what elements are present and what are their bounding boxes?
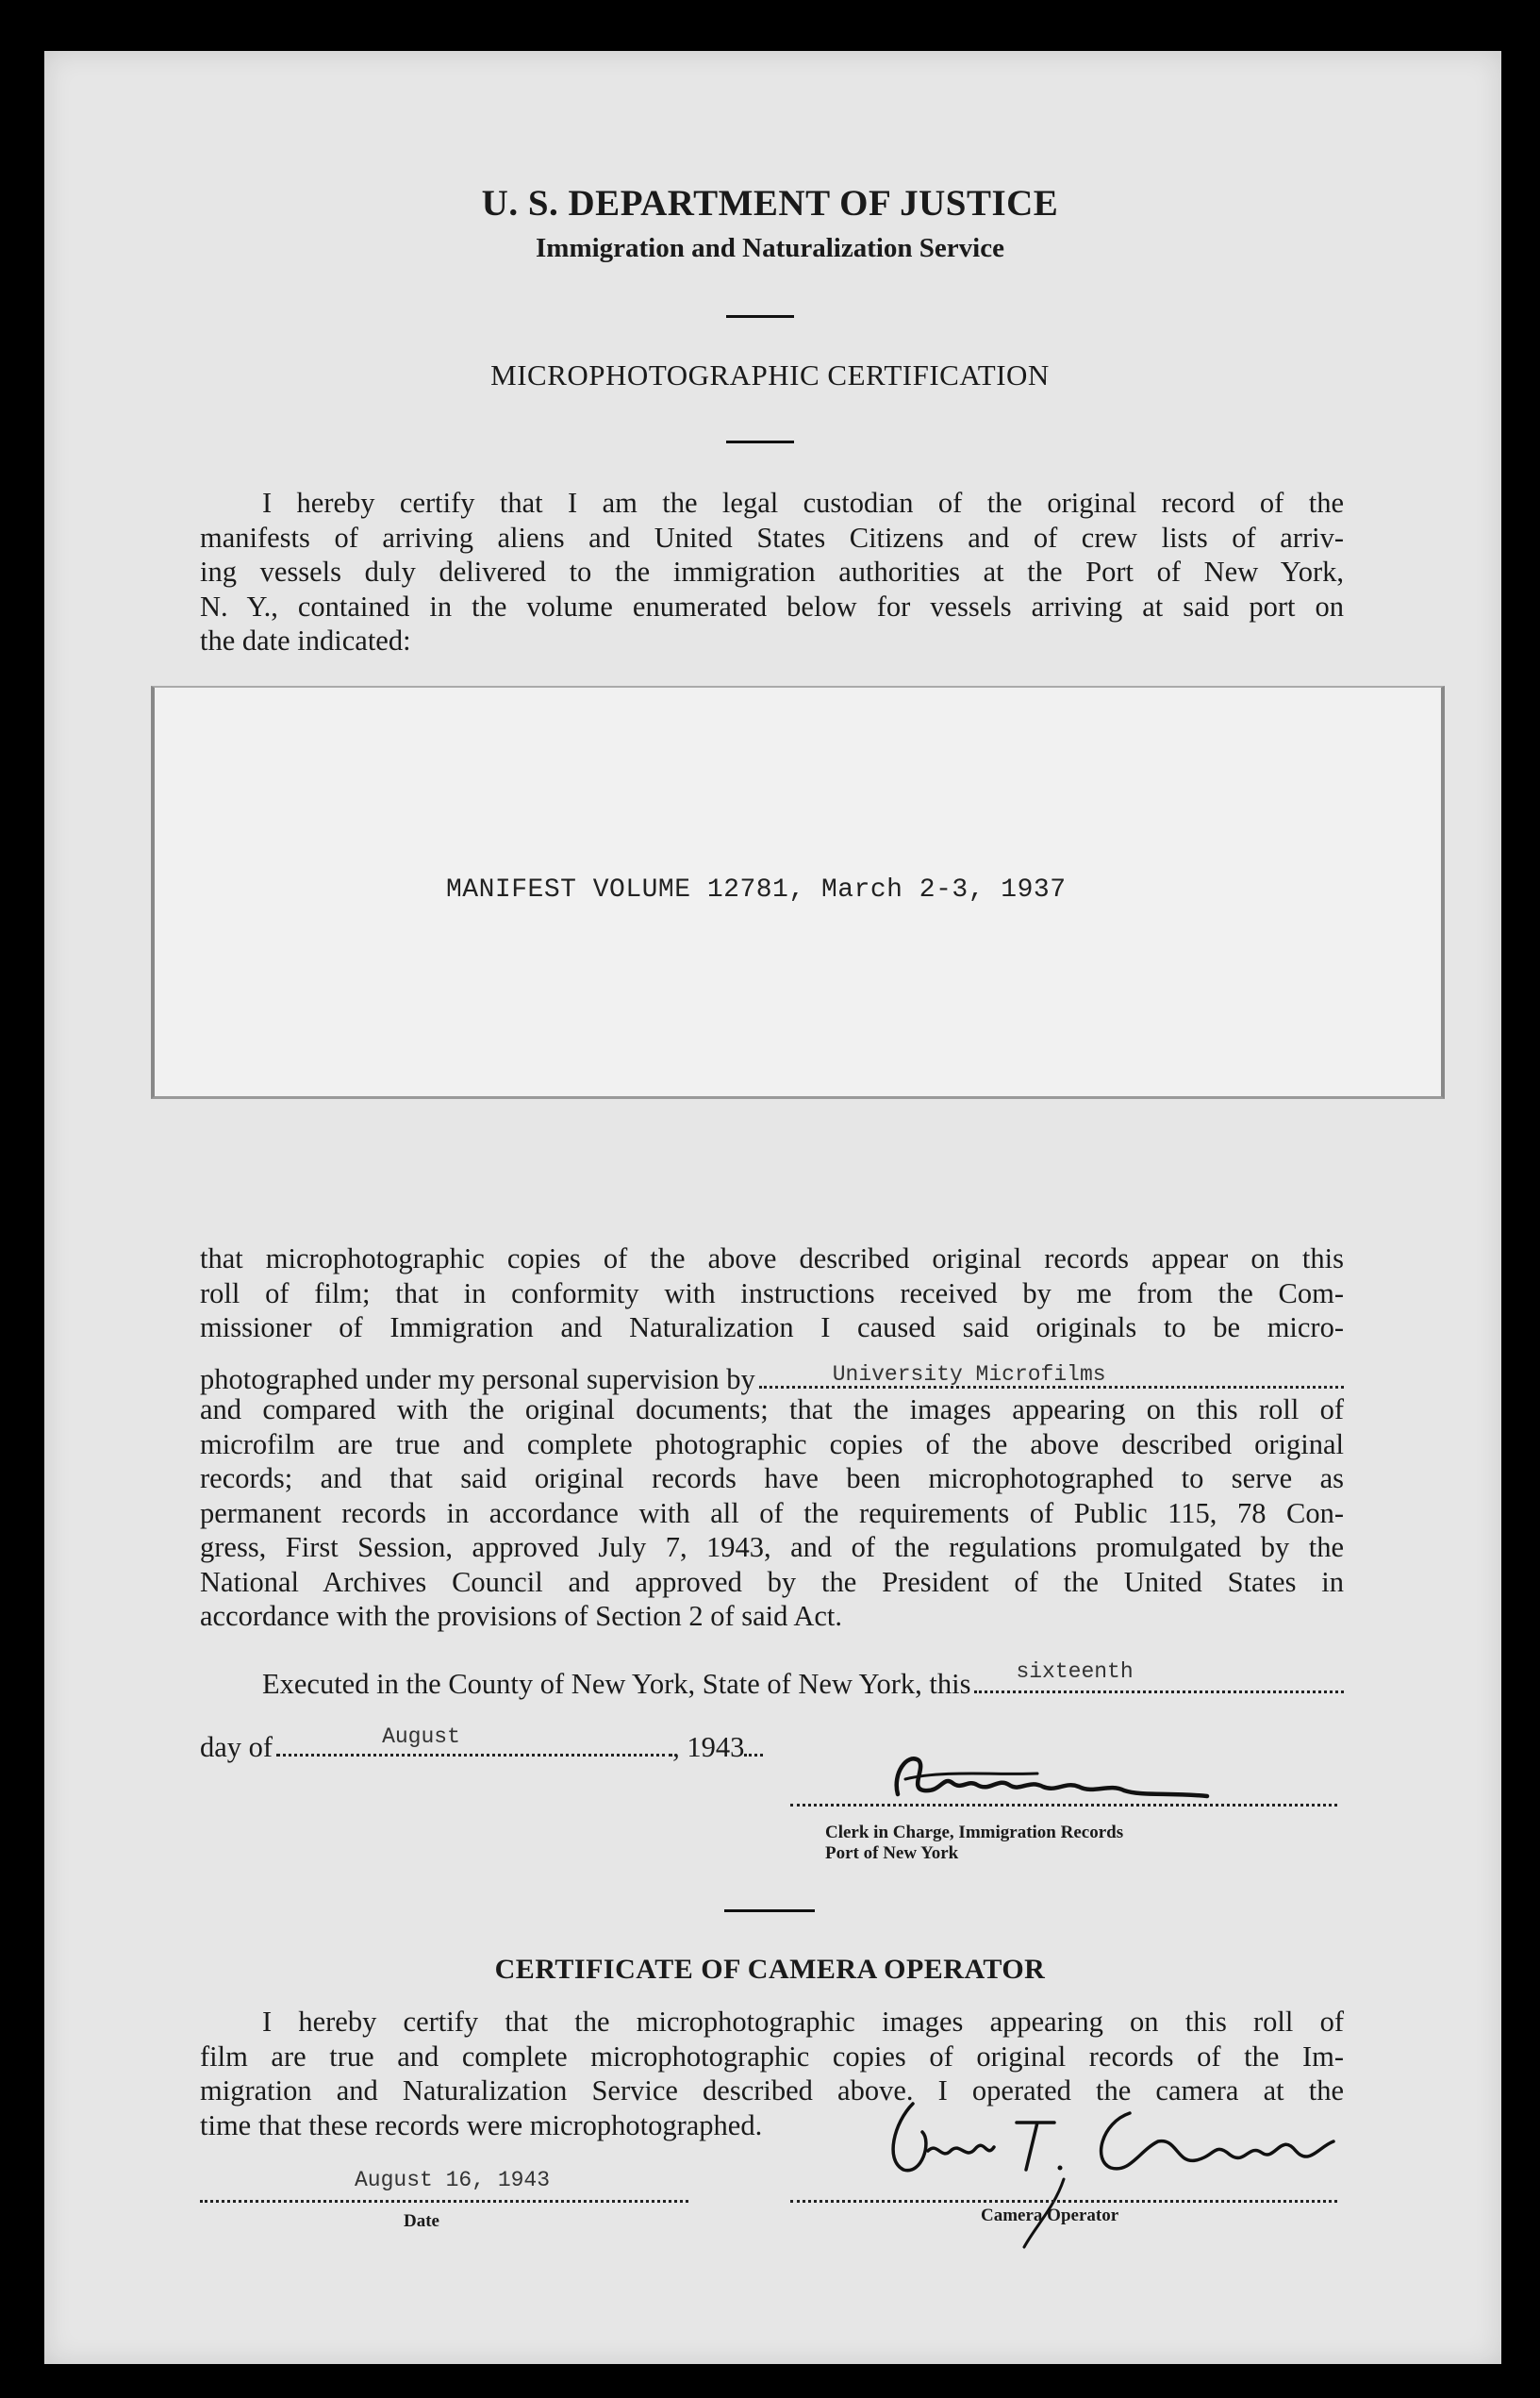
supervisor-name: University Microfilms bbox=[832, 1362, 1106, 1387]
execution-month: August bbox=[382, 1724, 460, 1749]
day-of-label: day of bbox=[200, 1731, 273, 1763]
supervisor-field bbox=[759, 1359, 1344, 1389]
body-line: gress, First Session, approved July 7, 1943, and of the regulations promulgated by the bbox=[200, 1531, 1344, 1563]
year-dots bbox=[744, 1727, 763, 1757]
intro-line: I hereby certify that I am the legal custodian of the original record of the bbox=[262, 487, 1344, 519]
intro-paragraph bbox=[200, 486, 1344, 658]
body-line: and compared with the original documents; that the images appearing on this roll of bbox=[200, 1393, 1344, 1425]
intro-line: the date indicated: bbox=[200, 624, 411, 657]
execution-prefix: Executed in the County of New York, State of New York, this bbox=[262, 1668, 971, 1700]
date-label: Date bbox=[404, 2211, 439, 2231]
divider-rule bbox=[726, 315, 794, 318]
intro-line: manifests of arriving aliens and United States Citizens and of crew lists of arriv- bbox=[200, 521, 1344, 554]
clerk-title: Clerk in Charge, Immigration Records bbox=[825, 1823, 1124, 1842]
clerk-signature bbox=[886, 1741, 1264, 1817]
body-line: records; and that said original records have been microphotographed to serve as bbox=[200, 1462, 1344, 1494]
certification-title: MICROPHOTOGRAPHIC CERTIFICATION bbox=[490, 358, 1050, 391]
certification-body bbox=[200, 1241, 1344, 1345]
body-line: that microphotographic copies of the above described original records appear on this bbox=[200, 1242, 1344, 1274]
execution-year: , 1943 bbox=[672, 1731, 745, 1763]
operator-line: migration and Naturalization Service described above. I operated the camera at the bbox=[200, 2074, 1344, 2107]
operator-date: August 16, 1943 bbox=[355, 2168, 551, 2192]
month-field bbox=[276, 1724, 672, 1757]
divider-rule bbox=[726, 441, 794, 443]
execution-line bbox=[262, 1659, 1344, 1702]
camera-operator-signature bbox=[875, 2085, 1366, 2255]
date-signature-line bbox=[200, 2198, 688, 2203]
certification-body-rest bbox=[200, 1392, 1344, 1634]
intro-line: N. Y., contained in the volume enumerated below for vessels arriving at said port on bbox=[200, 590, 1344, 623]
body-line: roll of film; that in conformity with instructions received by me from the Com- bbox=[200, 1276, 1344, 1309]
body-line: microfilm are true and complete photographic copies of the above described original bbox=[200, 1427, 1344, 1460]
operator-line: film are true and complete microphotographic copies of original records of the Im- bbox=[200, 2040, 1344, 2073]
supervision-line bbox=[200, 1359, 1344, 1397]
clerk-office: Port of New York bbox=[825, 1843, 959, 1863]
body-line: accordance with the provisions of Section 2 of said Act. bbox=[200, 1600, 842, 1632]
camera-operator-line bbox=[790, 2198, 1337, 2203]
intro-line: ing vessels duly delivered to the immigration authorities at the Port of New York, bbox=[200, 556, 1344, 588]
department-title: U. S. DEPARTMENT OF JUSTICE bbox=[481, 183, 1059, 224]
operator-heading: CERTIFICATE OF CAMERA OPERATOR bbox=[494, 1954, 1046, 1985]
day-field bbox=[974, 1659, 1344, 1693]
execution-day: sixteenth bbox=[1016, 1659, 1134, 1684]
operator-line: time that these records were microphotographed. bbox=[200, 2108, 763, 2141]
manifest-volume-text: MANIFEST VOLUME 12781, March 2-3, 1937 bbox=[446, 875, 1067, 905]
date-line bbox=[200, 1724, 803, 1765]
body-line: missioner of Immigration and Naturalization I caused said originals to be micro- bbox=[200, 1311, 1344, 1343]
divider-rule bbox=[724, 1909, 815, 1912]
operator-line: I hereby certify that the microphotographic images appearing on this roll of bbox=[262, 2006, 1344, 2038]
body-line: permanent records in accordance with all of the requirements of Public 115, 78 Con- bbox=[200, 1496, 1344, 1529]
body-line: National Archives Council and approved by the President of the United States in bbox=[200, 1565, 1344, 1598]
service-subtitle: Immigration and Naturalization Service bbox=[536, 233, 1004, 263]
camera-operator-label: Camera Operator bbox=[981, 2206, 1119, 2225]
supervision-prefix: photographed under my personal supervision by bbox=[200, 1363, 755, 1395]
